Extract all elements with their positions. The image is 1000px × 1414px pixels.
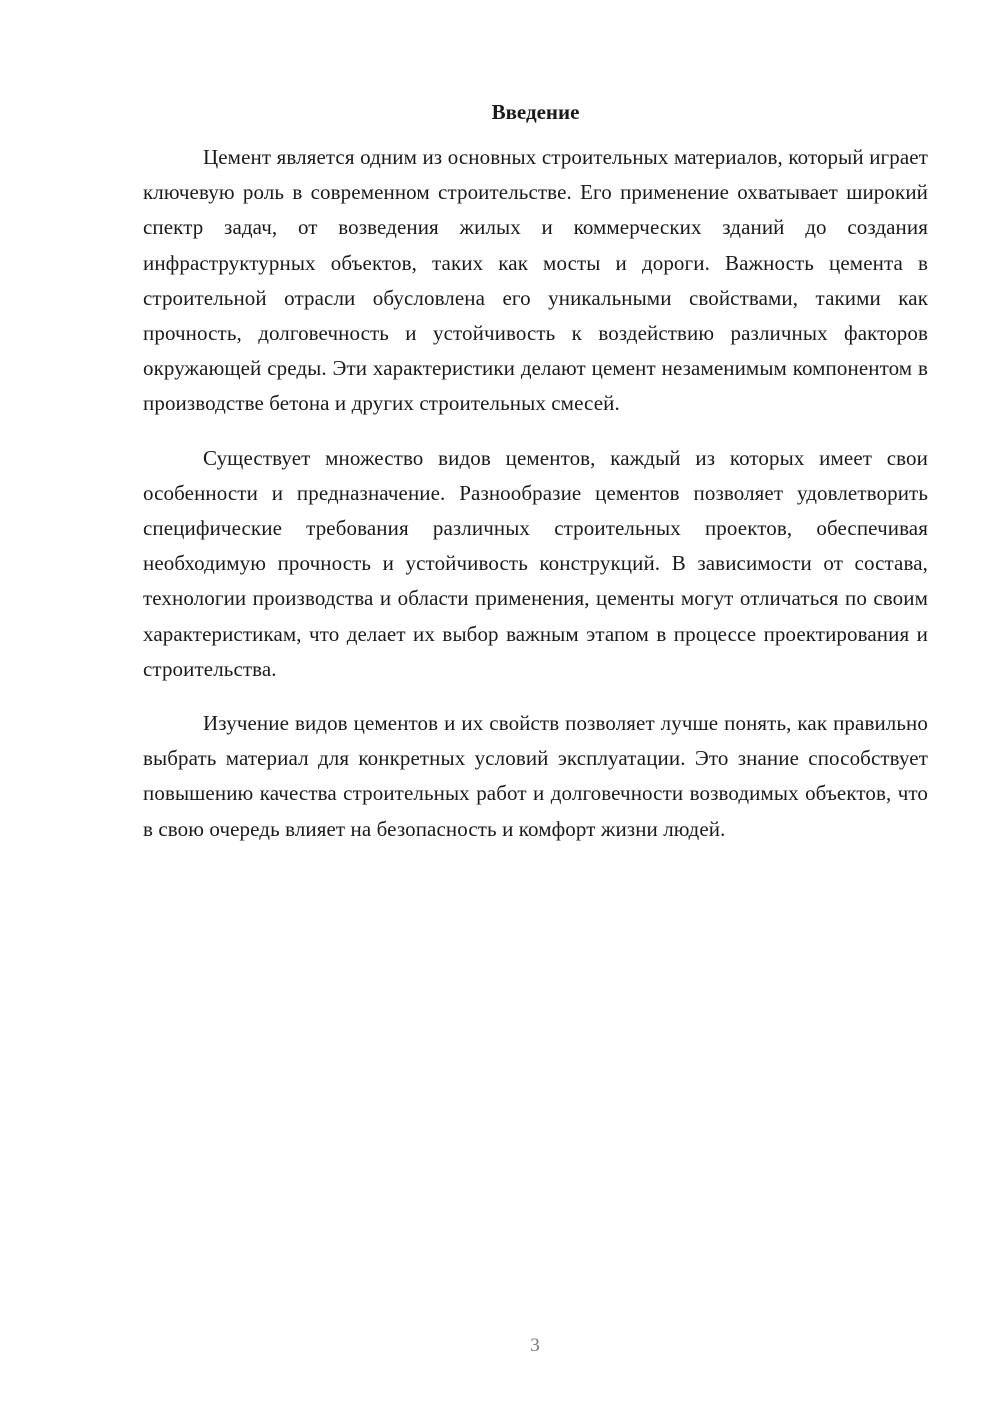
page-number: 3	[530, 1335, 540, 1356]
section-title: Введение	[491, 100, 580, 124]
paragraph-3: Изучение видов цементов и их свойств позволяет лучше понять, как правильно выбрать материал для конкретных условий эксплуатации. Это знание способствует повышению качества строительных работ и долговечности возводимых объектов, что в свою очередь влияет на безопасность и комфорт жизни людей.	[143, 711, 928, 841]
paragraph-1: Цемент является одним из основных строительных материалов, который играет ключевую роль в современном строительстве. Его применение охватывает широкий спектр задач, от возведения жилых и коммерческих зданий до создания инфраструктурных объектов, таких как мосты и дороги. Важность цемента в строительной отрасли обусловлена его уникальными свойствами, такими как прочность, долговечность и устойчивость к воздействию различных факторов окружающей среды. Эти характеристики делают цемент незаменимым компонентом в производстве бетона и других строительных смесей.	[143, 145, 928, 416]
paragraph-2: Существует множество видов цементов, каждый из которых имеет свои особенности и предназначение. Разнообразие цементов позволяет удовлетворить специфические требования различных строительных проектов, обеспечивая необходимую прочность и устойчивость конструкций. В зависимости от состава, технологии производства и области применения, цементы могут отличаться по своим характеристикам, что делает их выбор важным этапом в процессе проектирования и строительства.	[143, 445, 928, 681]
page-content	[143, 96, 928, 866]
